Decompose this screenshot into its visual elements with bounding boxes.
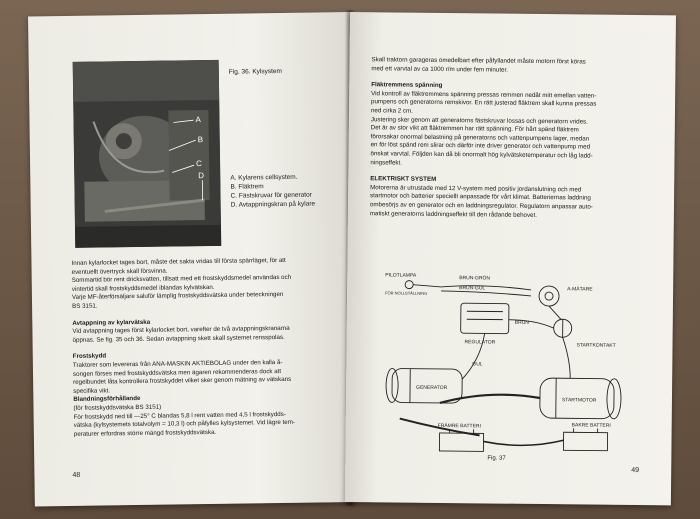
paragraph-line: eventuellt övertryck skall försvinna. xyxy=(71,267,168,276)
page-number-right: 49 xyxy=(631,466,640,475)
label-ammeter: A-MÄTARE xyxy=(567,286,593,293)
label-brown: BRUN xyxy=(514,319,529,326)
paragraph-line: (för frostskyddsvätska BS 3151) xyxy=(73,403,162,412)
section-heading: ELEKTRISKT SYSTEM xyxy=(370,175,437,184)
paragraph-line: specifika vikt. xyxy=(73,387,111,395)
legend-item-a: A. Kylarens cellsystem. xyxy=(230,173,298,182)
legend-item-d: D. Avtappningskran på kylare xyxy=(230,200,316,209)
paragraph-line: Varje MF-återförsäljare saluför lämplig frostskyddsvätska under beteckningen xyxy=(71,291,284,302)
right-body-text xyxy=(370,56,662,221)
paragraph-line: Det är av stor vikt att fläktremmen har rätt spänning. För hårt spänd fläktrem xyxy=(370,124,579,134)
paragraph-line: Motorerna är utrustade med 12 V-system med positiv jordanslutning och med xyxy=(370,183,582,194)
page-number-left: 48 xyxy=(72,471,81,479)
engine-photo-illustration xyxy=(73,60,222,248)
paragraph-line: Vid kontroll av fläktremmens spänning pressas remmen nedåt mitt emellan vatten- xyxy=(371,90,597,100)
label-regulator: REGULATOR xyxy=(464,339,496,346)
right-page xyxy=(345,12,676,505)
label-yellow: GUL xyxy=(472,361,483,368)
section-heading: Frostskydd xyxy=(72,352,107,361)
legend-item-c: C. Fästskruvar för generator xyxy=(230,191,312,200)
photo-label-c: C xyxy=(196,159,202,169)
figure-caption: Fig. 36. Kylsystem xyxy=(228,67,282,76)
paragraph-line: peraturer erfordras större mängd frostskyddsvätska. xyxy=(73,428,217,438)
paragraph-line: ombesörjs av en generator och en laddningsregulator. Regulatorn anpassar auto- xyxy=(369,201,593,211)
paragraph-line: Innan kylarlocket tages bort, måste det sakta vridas till första spärrläget, för att xyxy=(71,256,286,267)
left-page xyxy=(28,12,357,506)
paragraph-line: Sommartid bör rent dricksvatten, tillsatt med ett frostskyddsmedel användas och xyxy=(71,274,292,285)
paragraph-line: vintertid skall frostskyddsmedel iblandas kylvätskan. xyxy=(71,283,215,293)
left-body-text xyxy=(71,256,343,439)
paragraph-line: matiskt generatorns laddningseffekt till den rådande behovet. xyxy=(369,209,537,219)
paragraph-line: BS 3151. xyxy=(72,302,98,310)
electrical-system-diagram xyxy=(379,268,643,463)
paragraph-line: vätska (kylsystemets totalvolym = 10,3 l) och påfylles kylsystemet. Vid lägre tem- xyxy=(73,418,295,429)
paragraph-line: Traktorer som levereras från ANA-MASKIN AKTIEBOLAG under den kalla å- xyxy=(72,358,283,369)
label-start-contact: STARTKONTAKT xyxy=(576,342,616,349)
paragraph-line: Vid avtappning tages först kylarlocket bort, varefter de två avtappningskranarna xyxy=(72,325,290,336)
section-heading: Avtappning av kylarvätska xyxy=(72,318,151,327)
label-brown-yellow: BRUN-GUL xyxy=(459,285,486,292)
paragraph-line: en för löst spänd rem slirar och därför inte driver generator och vattenpump med xyxy=(370,141,591,151)
legend-item-b: B. Fläktrem xyxy=(230,183,264,191)
paragraph-line: För frostskydd ned till —25° C blandas 5,8 l rent vatten med 4,5 l frostskydds- xyxy=(73,410,286,421)
paragraph-line: Skall traktorn garageras omedelbart efter påfyllandet måste motorn först köras xyxy=(371,56,586,66)
paragraph-line: Justering sker genom att generatorns fästskruvar lossas och generatorn vrides. xyxy=(370,115,588,126)
label-brown-green: BRUN-GRÖN xyxy=(459,275,491,282)
paragraph-line: songen förses med frostskyddsvätska men ägaren rekommenderas dock att xyxy=(72,367,282,378)
photo-label-d: D xyxy=(198,171,205,181)
section-heading: Blandningsförhållande xyxy=(73,395,141,404)
photo-label-a: A xyxy=(195,115,201,125)
label-rear-battery: BAKRE BATTERI xyxy=(571,422,611,429)
paragraph-line: ningseffekt. xyxy=(370,158,403,167)
paragraph-line: med ett varvtal av ca 1000 r/m under fem minuter. xyxy=(371,64,508,74)
paragraph-line: startmotor och batterier speciellt anpassade för vårt klimat. Batteriernas laddning xyxy=(370,192,591,202)
photo-label-b: B xyxy=(197,135,204,145)
figure-legend xyxy=(230,173,315,210)
label-front-battery: FRÄMRE BATTERI xyxy=(437,422,481,430)
figure-37-caption: Fig. 37 xyxy=(487,455,506,462)
label-starter: STARTMOTOR xyxy=(561,397,597,404)
label-generator: GENERATOR xyxy=(416,384,448,392)
paragraph-line: öppnas. Se fig. 35 och 36. Sedan avtappning skett skall systemet rensspolas. xyxy=(72,333,285,344)
paragraph-line: regelbundet låta kontrollera frostskyddet vilket sker genom mätning av vätskans xyxy=(73,375,292,387)
label-pilot-lamp-sub: FÖR NOLLSTÄLLNING xyxy=(385,290,428,296)
section-heading: Fläktremmens spänning xyxy=(371,81,443,90)
paragraph-line: önskat varvtal. Följden kan då bli onormalt hög kylvätsketemperatur och låg ladd- xyxy=(370,150,593,160)
cooling-system-photo xyxy=(73,60,222,248)
paragraph-line: förorsakar onormal belastning på generatorns och vattenpumpens lager, medan xyxy=(370,132,590,143)
paragraph-line: pumpens och generatorns remskivor. En rätt justerad fläktrem skall kunna pressas xyxy=(371,98,597,108)
paragraph-line: ned cirka 2 cm. xyxy=(370,107,413,115)
label-pilot-lamp: PILOTLAMPA xyxy=(385,272,417,279)
